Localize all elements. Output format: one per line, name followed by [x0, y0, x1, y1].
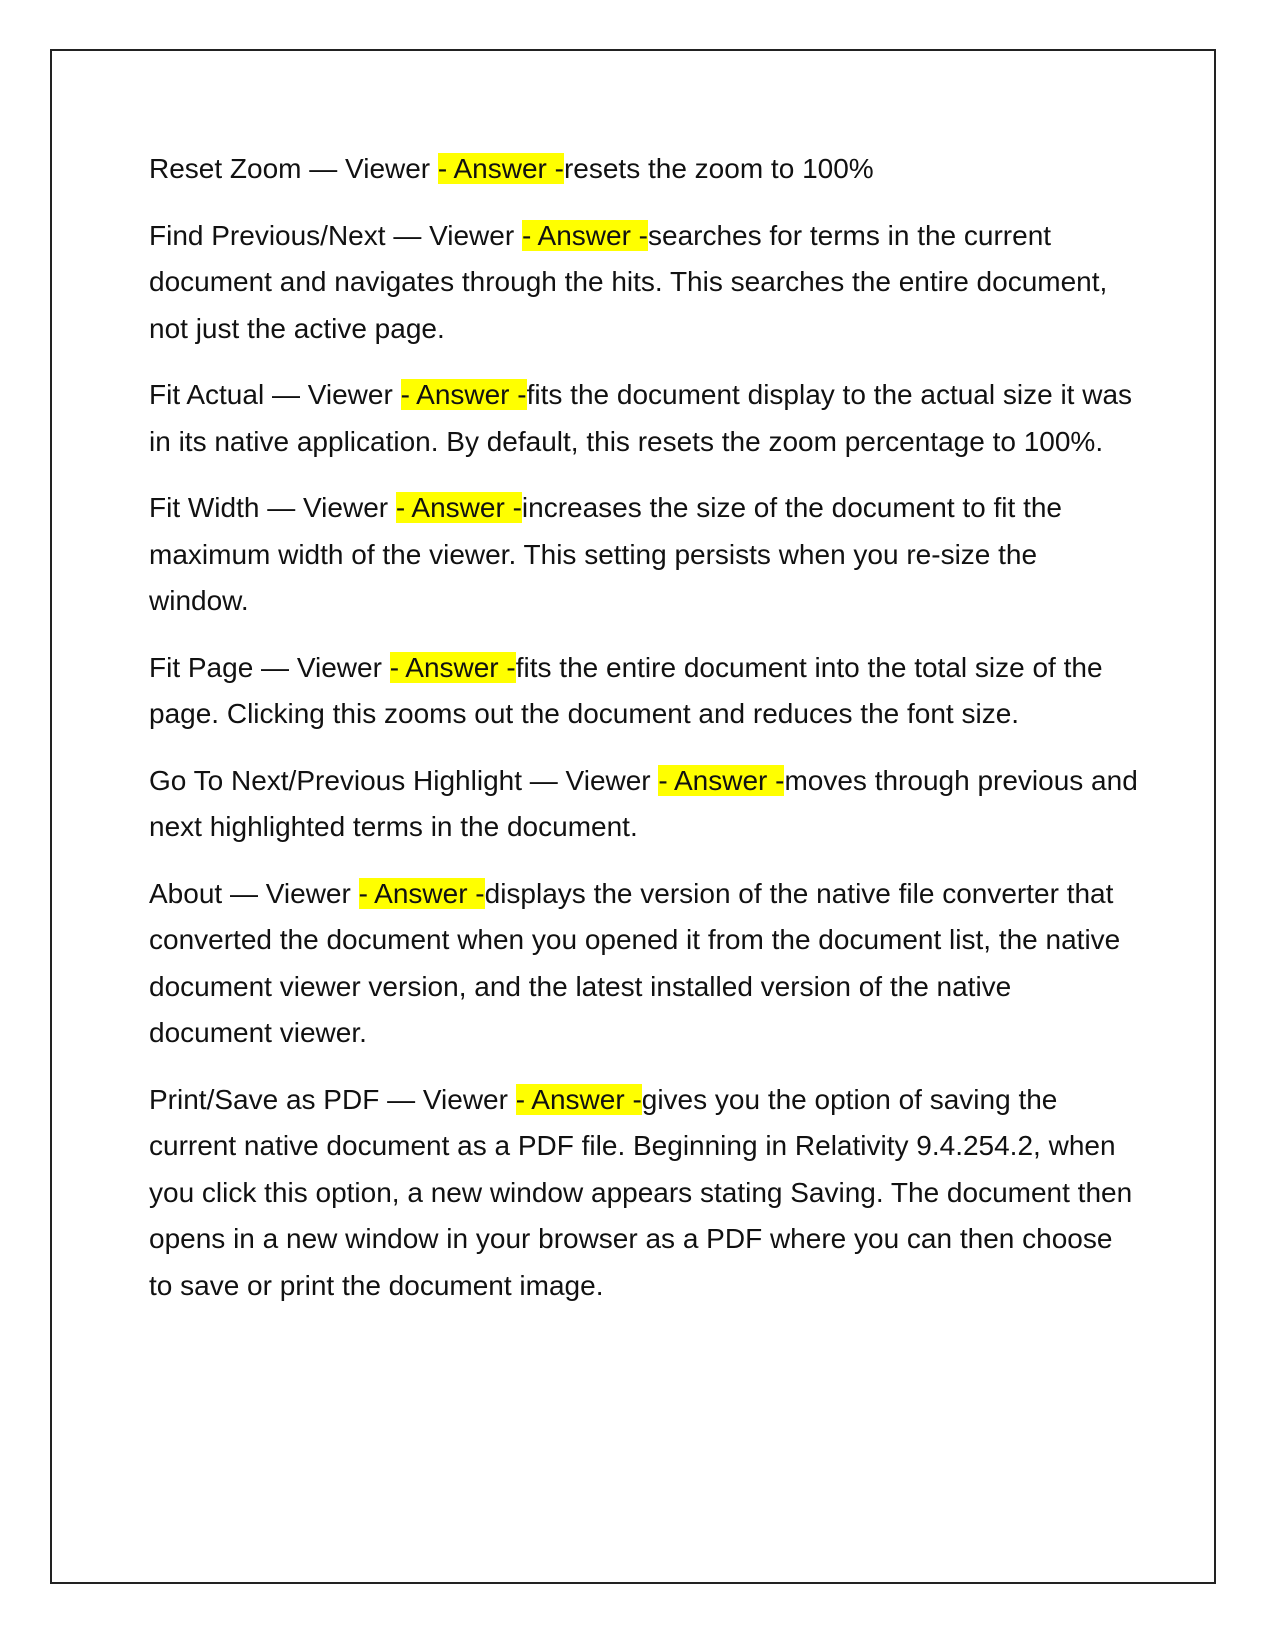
answer-highlight: - Answer - [515, 1083, 642, 1115]
entry-definition: displays the version of the native file converter that converted the document when you opened it from the document list, the native document viewer version, and the latest installed version of the native document viewer. [149, 877, 1121, 1048]
entry-definition: searches for terms in the current document and navigates through the hits. This searches the entire document, not just the active page. [149, 219, 1108, 344]
entry-print-save-pdf [149, 1077, 1139, 1310]
entry-term: Fit Actual — Viewer [149, 379, 401, 410]
entry-fit-page [149, 645, 1139, 738]
answer-highlight: - Answer - [437, 153, 564, 184]
answer-highlight: - Answer - [395, 492, 522, 523]
entry-definition: fits the document display to the actual size it was in its native application. By default, this resets the zoom percentage to 100%. [149, 379, 1133, 457]
entry-definition: gives you the option of saving the current native document as a PDF file. Beginning in Relativity 9.4.254.2, when you click this option, a new window appears stating Saving. The document then opens in a new window in your browser as a PDF where you can then choose to save or print the document image. [149, 1083, 1133, 1301]
entry-find-previous-next [149, 213, 1139, 353]
entry-definition: increases the size of the document to fit the maximum width of the viewer. This setting persists when you re-size the window. [149, 492, 1062, 616]
entry-term: Find Previous/Next — Viewer [149, 219, 522, 251]
entry-term: Fit Width — Viewer [149, 492, 396, 523]
entry-term: Reset Zoom — Viewer [149, 153, 438, 184]
entry-about [149, 871, 1139, 1057]
answer-highlight: - Answer - [400, 379, 527, 410]
entry-definition: fits the entire document into the total size of the page. Clicking this zooms out the document and reduces the font size. [149, 651, 1103, 729]
entry-fit-actual [149, 372, 1139, 465]
entry-definition: moves through previous and next highlighted terms in the document. [149, 764, 1138, 842]
entry-definition: resets the zoom to 100% [563, 153, 874, 184]
entry-term: Go To Next/Previous Highlight — Viewer [149, 764, 659, 796]
answer-highlight: - Answer - [358, 877, 485, 909]
entry-term: Print/Save as PDF — Viewer [149, 1083, 516, 1115]
entry-go-to-highlight [149, 758, 1139, 851]
entry-reset-zoom [149, 146, 1139, 193]
answer-highlight: - Answer - [389, 651, 516, 683]
entry-term: About — Viewer [149, 877, 359, 909]
entry-fit-width [149, 485, 1139, 625]
answer-highlight: - Answer - [521, 219, 648, 251]
document-body [149, 146, 1139, 1329]
entry-term: Fit Page — Viewer [149, 651, 390, 683]
answer-highlight: - Answer - [658, 764, 785, 796]
